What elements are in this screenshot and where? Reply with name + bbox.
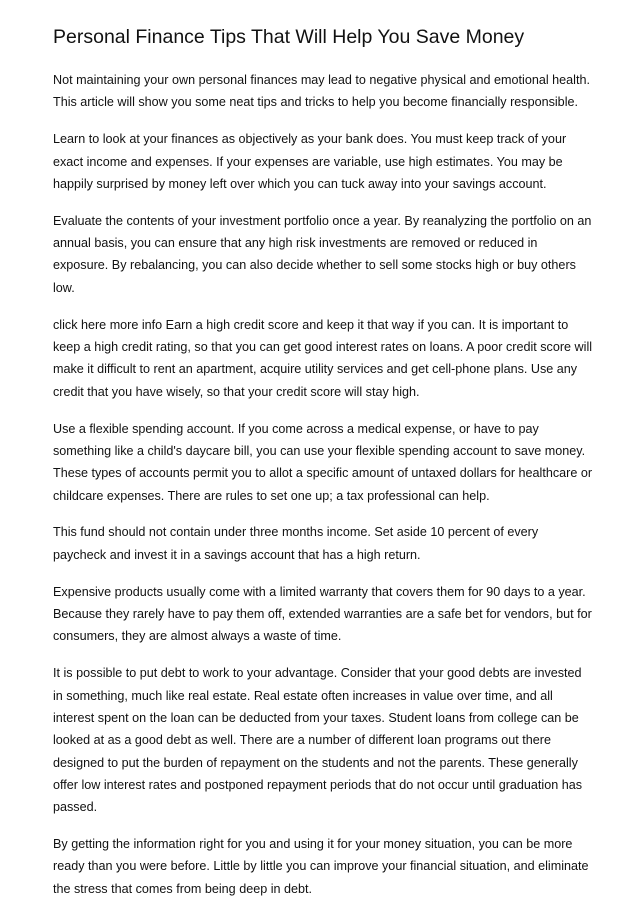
- paragraph-credit-score: click here more info Earn a high credit score and keep it that way if you can. It is important to keep a high credit rating, so that you can get good interest rates on loans. A poor credit score will make it difficult to rent an apartment, acquire utility services and get cell-phone plans. Use any credit that you have wisely, so that your credit score will stay high.: [53, 317, 593, 399]
- paragraph-intro: Not maintaining your own personal finances may lead to negative physical and emotional health. This article will show you some neat tips and tricks to help you become financially responsible.: [53, 73, 590, 110]
- paragraph-objective-finances: Learn to look at your finances as objectively as your bank does. You must keep track of your exact income and expenses. If your expenses are variable, use high estimates. You may be happily surprised by money left over which you can tuck away into your savings account.: [53, 132, 567, 191]
- paragraph-flexible-spending: Use a flexible spending account. If you come across a medical expense, or have to pay something like a child's daycare bill, you can use your flexible spending account to save money. These types of accounts permit you to allot a specific amount of untaxed dollars for healthcare or childcare expenses. There are rules to set one up; a tax professional can help.: [53, 421, 593, 503]
- document-title: Personal Finance Tips That Will Help You Save Money: [53, 26, 525, 48]
- paragraph-conclusion: By getting the information right for you and using it for your money situation, you can be more ready than you were before. Little by little you can improve your financial situation, and eliminate the stress that comes from being deep in debt.: [53, 837, 589, 896]
- paragraph-good-debt: It is possible to put debt to work to your advantage. Consider that your good debts are invested in something, much like real estate. Real estate often increases in value over time, and all interest spent on the loan can be deducted from your taxes. Student loans from college can be looked at as a good debt as well. There are a number of different loan programs out there designed to put the burden of repayment on the students and not the parents. These generally offer low interest rates and postponed repayment periods that do not occur until graduation has passed.: [53, 666, 583, 815]
- paragraph-warranties: Expensive products usually come with a limited warranty that covers them for 90 days to a year. Because they rarely have to pay them off, extended warranties are a safe bet for vendors, but for consumers, they are almost always a waste of time.: [53, 584, 592, 644]
- paragraph-investment-portfolio: Evaluate the contents of your investment portfolio once a year. By reanalyzing the portfolio on an annual basis, you can ensure that any high risk investments are removed or reduced in exposure. By rebalancing, you can also decide whether to sell some stocks high or buy others low.: [53, 213, 592, 295]
- paragraph-emergency-fund: This fund should not contain under three months income. Set aside 10 percent of every paycheck and invest it in a savings account that has a high return.: [53, 525, 539, 562]
- document-body: [53, 24, 593, 915]
